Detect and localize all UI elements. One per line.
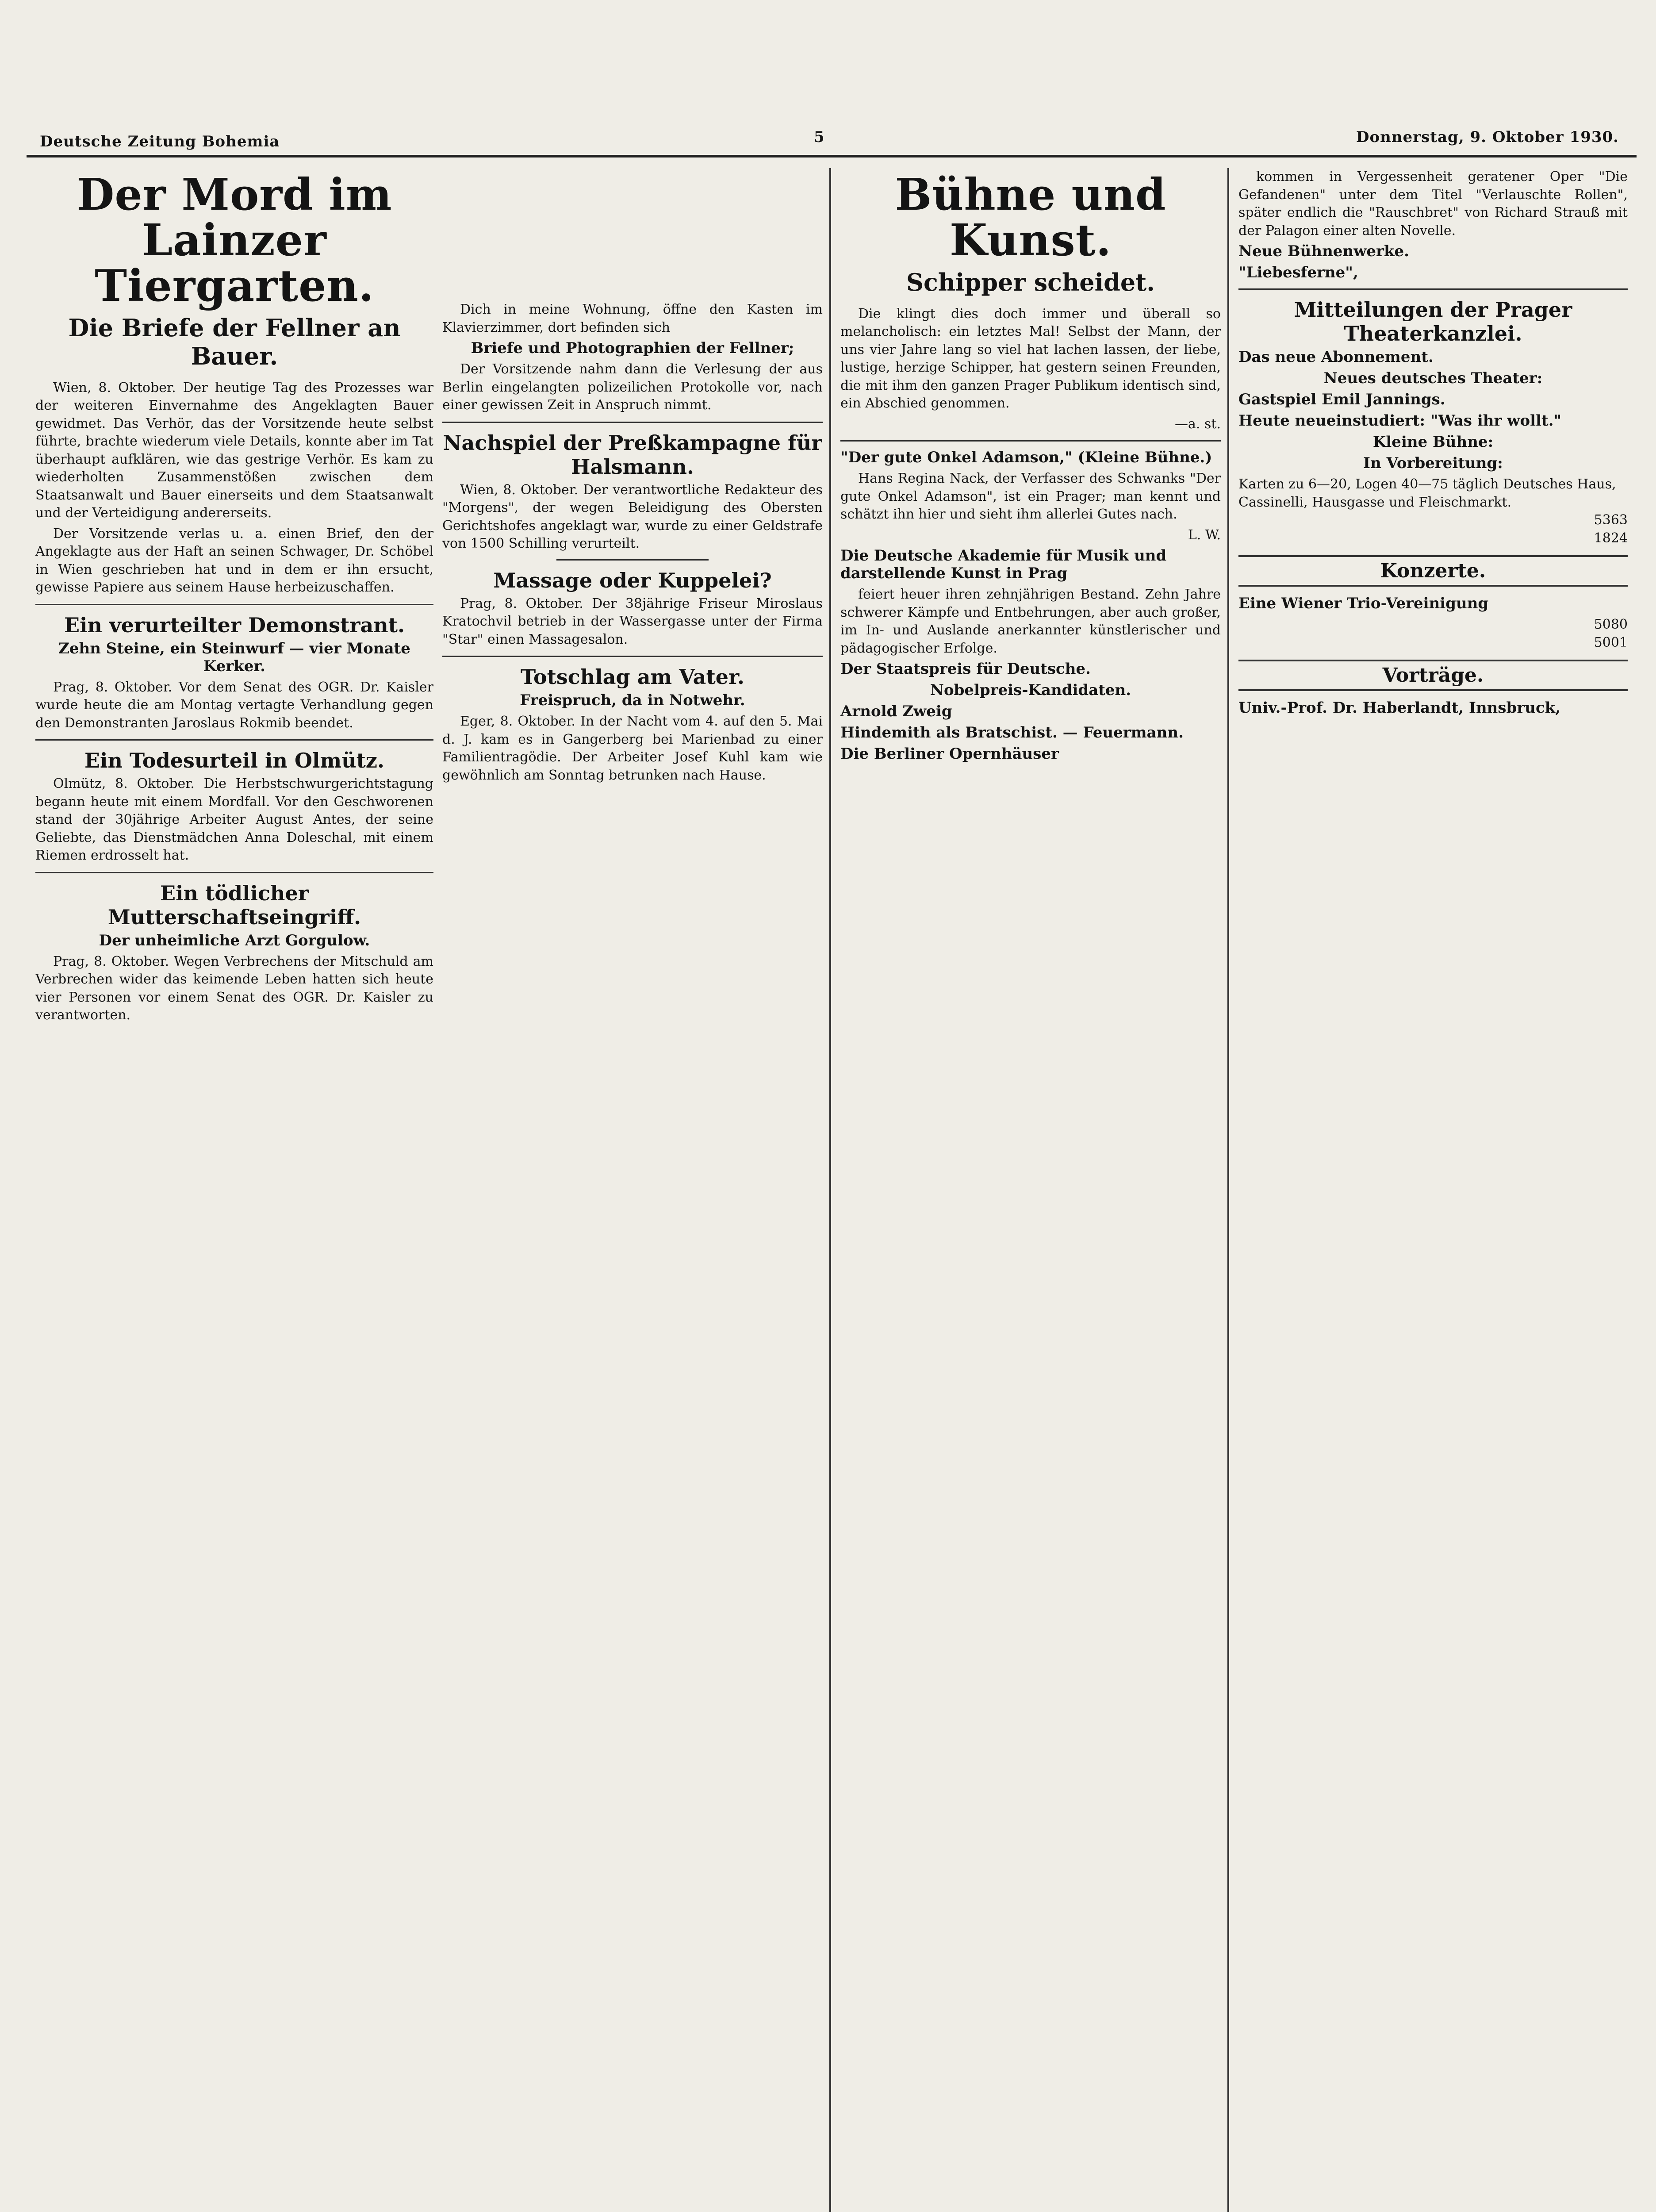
headline-liebesferne: "Liebesferne",: [1238, 264, 1358, 281]
newspaper-page: [27, 22, 1637, 2212]
paragraph-berlin: Der Vorsitzende nahm dann die Verlesung der aus Berlin eingelangten polizeilichen Protokolle vor, nach einer gewissen Zeit in Anspruch nimmt.: [442, 361, 823, 413]
headline-schipper: Schipper scheidet.: [906, 268, 1155, 296]
headline-demonstrant: Ein verurteilter Demonstrant.: [64, 613, 405, 637]
section-rule: [442, 422, 823, 423]
ad-number-1: 5363: [1594, 512, 1628, 528]
paragraph-schipper: Die klingt dies doch immer und überall so melancholisch: ein letztes Mal! Selbst der Mann, der uns vier Jahre lang so viel hat lachen lassen, der liebe, lustige, herzige Schipper, hat gestern seinen Freunden, die mit ihm den ganzen Prager Publikum identisch sind, ein Abschied genommen.: [840, 306, 1221, 411]
paragraph-todesurteil: Olmütz, 8. Oktober. Die Herbstschwurgerichtstagung begann heute mit einem Mordfall. Vor den Geschworenen stand der 30jährige Arbeiter August Antes, der seine Geliebte, das Dienstmädchen Anna Doleschal, mit einem Riemen erdrosselt hat.: [35, 776, 433, 864]
masthead-left: Deutsche Zeitung Bohemia: [40, 133, 280, 150]
column-1: [35, 168, 433, 2212]
paragraph-continued: Dich in meine Wohnung, öffne den Kasten im Klavierzimmer, dort befinden sich: [442, 302, 823, 335]
subhead-was-ihr-wollt: Heute neueinstudiert: "Was ihr wollt.": [1238, 412, 1562, 430]
column-2: [442, 168, 823, 2212]
headline-todesurteil: Ein Todesurteil in Olmütz.: [84, 749, 385, 773]
headline-halsmann: Nachspiel der Preßkampagne für Halsmann.: [443, 430, 822, 479]
article-lead-lainz: Wien, 8. Oktober. Der heutige Tag des Prozesses war der weiteren Einvernahme des Angeklagten Bauer gewidmet. Das Verhör, das der Vorsitzende heute selbst führte, brachte wiederum viele Details, konnte aber im Tat überhaupt aufklären, wie das gestrige Verhör. Es kam zu wiederholten Zusammenstößen zwischen dem Staatsanwalt und Bauer einerseits und dem Staatsanwalt und der Verteidigung andererseits.: [35, 380, 433, 521]
ad-number-3: 5080: [1594, 617, 1628, 632]
section-rule: [840, 440, 1221, 442]
headline-totschlag: Totschlag am Vater.: [521, 665, 744, 689]
issue-date: Donnerstag, 9. Oktober 1930.: [1356, 128, 1619, 146]
signature-schipper: —a. st.: [1175, 416, 1221, 432]
headline-akademie: Die Deutsche Akademie für Musik und darstellende Kunst in Prag: [840, 547, 1167, 583]
column-rule-right: [1227, 168, 1229, 2212]
signature-adamson: L. W.: [1188, 527, 1221, 543]
subhead-vorbereitung: In Vorbereitung:: [1363, 454, 1503, 472]
headline-nobelpreis: Nobelpreis-Kandidaten.: [930, 681, 1131, 699]
short-rule: [556, 559, 709, 561]
column-rule-main: [829, 168, 831, 2212]
section-rule: [35, 739, 433, 741]
subhead-haberlandt: Univ.-Prof. Dr. Haberlandt, Innsbruck,: [1238, 699, 1561, 717]
headline-hindemith: Hindemith als Bratschist. — Feuermann.: [840, 724, 1184, 742]
paragraph-massage: Prag, 8. Oktober. Der 38jährige Friseur Miroslaus Kratochvil betrieb in der Wassergasse unter der Firma "Star" einen Massagesalon.: [442, 595, 823, 647]
headline-vortraege: Vorträge.: [1238, 660, 1628, 691]
paragraph-mutterschaft: Prag, 8. Oktober. Wegen Verbrechens der Mitschuld am Verbrechen wider das keimende Leben hatten sich heute vier Personen vor einem Senat des OGR. Dr. Kaisler zu verantworten.: [35, 953, 433, 1023]
paragraph-akademie: feiert heuer ihren zehnjährigen Bestand. Zehn Jahre schwerer Kämpfe und Entbehrungen, aber auch großer, im In- und Auslande anerkannter künstlerischer und pädagogischer Erfolge.: [840, 587, 1221, 656]
ad-karten: Karten zu 6—20, Logen 40—75 täglich Deutsches Haus, Cassinelli, Hausgasse und Fleischmarkt.: [1238, 476, 1616, 510]
column-3: [840, 168, 1221, 2212]
section-rule: [35, 872, 433, 873]
section-rule: [442, 656, 823, 657]
ad-number-2: 1824: [1594, 530, 1628, 546]
headline-konzerte: Konzerte.: [1238, 555, 1628, 587]
subhead-kleine-buehne: Kleine Bühne:: [1372, 433, 1494, 451]
section-title-buehne: Bühne und Kunst.: [895, 169, 1166, 266]
paragraph-halsmann: Wien, 8. Oktober. Der verantwortliche Redakteur des "Morgens", der wegen Beleidigung des Obersten Gerichtshofes angeklagt war, wurde zu einer Geldstrafe von 1500 Schilling verurteilt.: [442, 482, 823, 551]
ad-number-4: 5001: [1594, 634, 1628, 650]
paragraph-vergessenheit: kommen in Vergessenheit geratener Oper "Die Gefandenen" unter dem Titel "Verlauschte Rollen", später endlich die "Rauschbret" von Richard Strauß mit der Palagon einer alten Novelle.: [1238, 169, 1628, 238]
paragraph-demonstrant: Prag, 8. Oktober. Vor dem Senat des OGR. Dr. Kaisler wurde heute die am Montag vertagte Verhandlung gegen den Demonstranten Jaroslaus Rokmib beendet.: [35, 679, 433, 731]
subhead-totschlag: Freispruch, da in Notwehr.: [520, 691, 745, 709]
headline-theaterkanzlei: Mitteilungen der Prager Theaterkanzlei.: [1294, 298, 1572, 346]
paragraph-totschlag: Eger, 8. Oktober. In der Nacht vom 4. auf den 5. Mai d. J. kam es in Gangerberg bei Marienbad zu einer Familientragödie. Der Arbeiter Josef Kuhl kam wie gewöhnlich am Sonntag betrunken nach Hause.: [442, 714, 823, 783]
subhead-abonnement: Das neue Abonnement.: [1238, 348, 1434, 366]
inline-head-briefe: Briefe und Photographien der Fellner;: [471, 339, 794, 357]
article-subtitle-lainz: Die Briefe der Fellner an Bauer.: [68, 313, 401, 370]
headline-mutterschaft: Ein tödlicher Mutterschaftseingriff.: [107, 881, 361, 929]
header-rule: [27, 155, 1637, 157]
subhead-jannings: Gastspiel Emil Jannings.: [1238, 391, 1445, 408]
running-head: [27, 22, 1637, 159]
headline-massage: Massage oder Kuppelei?: [493, 568, 772, 592]
headline-adamson: "Der gute Onkel Adamson," (Kleine Bühne.): [840, 449, 1212, 467]
subhead-trio: Eine Wiener Trio-Vereinigung: [1238, 595, 1489, 612]
headline-staatspreis: Der Staatspreis für Deutsche.: [840, 660, 1091, 678]
headline-buehnenwerke: Neue Bühnenwerke.: [1238, 242, 1409, 260]
section-rule: [35, 604, 433, 605]
subhead-neues-theater: Neues deutsches Theater:: [1323, 369, 1543, 387]
column-4: [1238, 168, 1628, 2212]
paragraph-adamson: Hans Regina Nack, der Verfasser des Schwanks "Der gute Onkel Adamson", ist ein Prager; man kennt und schätzt ihn hier und sieht ihm allerlei Gutes nach.: [840, 471, 1221, 522]
article-paragraph-lainz: Der Vorsitzende verlas u. a. einen Brief, den der Angeklagte aus der Haft an seinen Schwager, Dr. Schöbel in Wien geschrieben hat und in dem er ihn ersucht, gewisse Papiere aus seinem Hause herbeizuschaffen.: [35, 526, 433, 595]
page-number: 5: [814, 128, 825, 146]
headline-berliner-opern: Die Berliner Opernhäuser: [840, 745, 1059, 763]
subhead-mutterschaft: Der unheimliche Arzt Gorgulow.: [99, 931, 370, 949]
article-title-lainz: Der Mord im Lainzer Tiergarten.: [77, 169, 392, 311]
section-rule: [1238, 288, 1628, 290]
subhead-demonstrant: Zehn Steine, ein Steinwurf — vier Monate Kerker.: [58, 639, 410, 675]
headline-zweig: Arnold Zweig: [840, 703, 952, 721]
